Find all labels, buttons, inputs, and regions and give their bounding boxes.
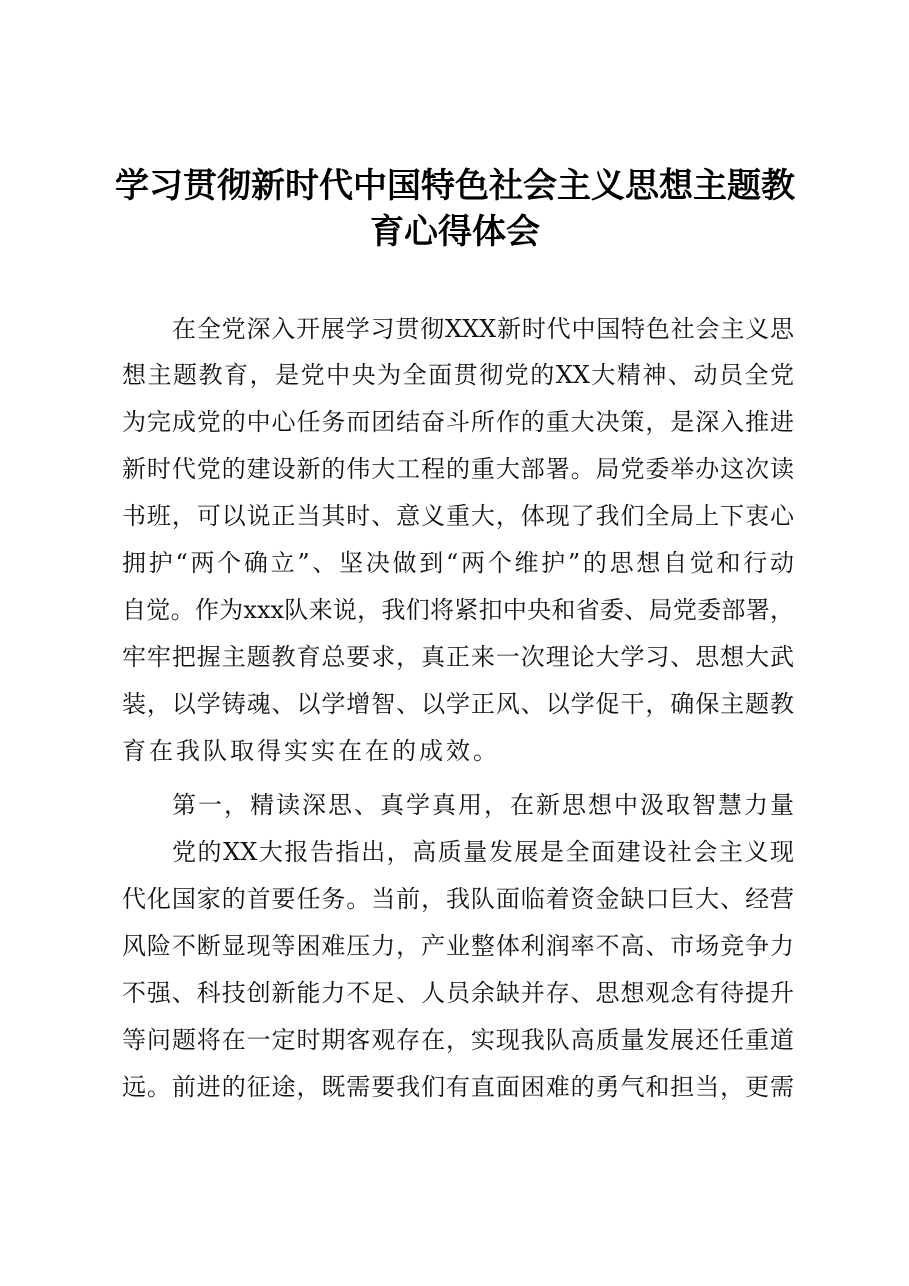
document-title-line-2: 育心得体会 xyxy=(370,212,540,252)
paragraph-line: 风险不断显现等困难压力，产业整体利润率不高、市场竞争力 xyxy=(122,932,794,960)
paragraph-line: 拥护“两个确立”、坚决做到“两个维护”的思想自觉和行动 xyxy=(122,549,794,577)
paragraph-line: 在全党深入开展学习贯彻XXX新时代中国特色社会主义思 xyxy=(172,315,794,343)
paragraph-line: 新时代党的建设新的伟大工程的重大部署。局党委举办这次读 xyxy=(122,455,794,483)
paragraph-line: 代化国家的首要任务。当前，我队面临着资金缺口巨大、经营 xyxy=(122,885,794,913)
section-heading: 第一，精读深思、真学真用，在新思想中汲取智慧力量 xyxy=(172,791,796,819)
paragraph-line: 想主题教育，是党中央为全面贯彻党的XX大精神、动员全党 xyxy=(122,361,794,389)
paragraph-line: 远。前进的征途，既需要我们有直面困难的勇气和担当，更需 xyxy=(122,1073,794,1101)
document-title-line-1: 学习贯彻新时代中国特色社会主义思想主题教 xyxy=(115,166,795,206)
paragraph-line: 牢牢把握主题教育总要求，真正来一次理论大学习、思想大武 xyxy=(122,643,794,671)
paragraph-line: 不强、科技创新能力不足、人员余缺并存、思想观念有待提升 xyxy=(122,979,794,1007)
paragraph-line: 育在我队取得实实在在的成效。 xyxy=(122,737,500,765)
paragraph-line: 装，以学铸魂、以学增智、以学正风、以学促干，确保主题教 xyxy=(122,690,794,718)
paragraph-line: 书班，可以说正当其时、意义重大，体现了我们全局上下衷心 xyxy=(122,502,794,530)
paragraph-line: 为完成党的中心任务而团结奋斗所作的重大决策，是深入推进 xyxy=(122,408,794,436)
paragraph-line: 等问题将在一定时期客观存在，实现我队高质量发展还任重道 xyxy=(122,1026,794,1054)
paragraph-line: 自觉。作为xxx队来说，我们将紧扣中央和省委、局党委部署， xyxy=(122,596,794,624)
paragraph-line: 党的XX大报告指出，高质量发展是全面建设社会主义现 xyxy=(172,838,794,866)
